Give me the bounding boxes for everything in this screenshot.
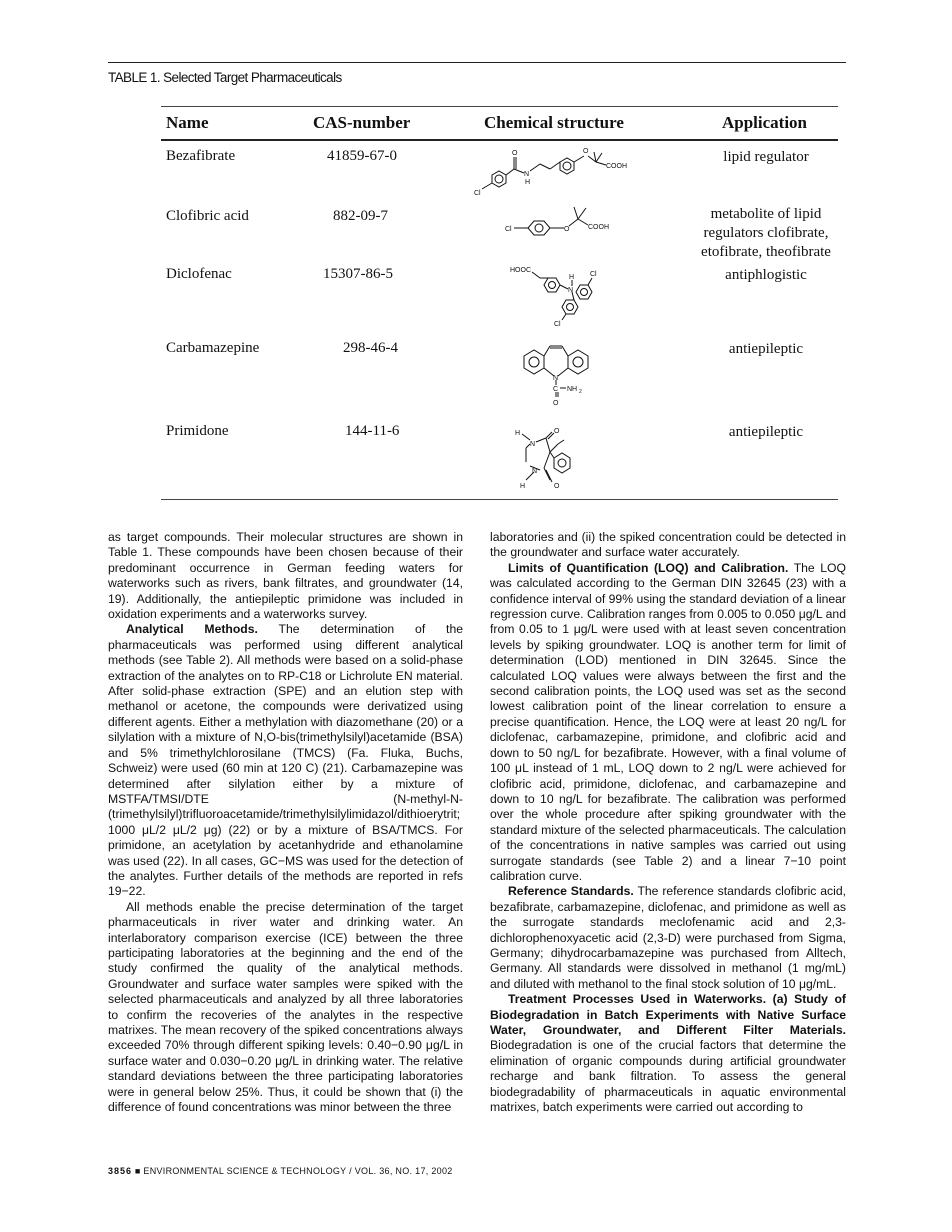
header-rule xyxy=(108,62,846,63)
atom-label: Cl xyxy=(554,321,561,328)
table-top-rule xyxy=(161,106,838,107)
atom-label: COOH xyxy=(588,224,609,231)
table-header-rule xyxy=(161,139,838,141)
row-cas-bezafibrate: 41859-67-0 xyxy=(327,148,397,164)
section-heading: Treatment Processes Used in Waterworks. (a) Study of Biodegradation in Batch Experiments with Native Surface Water, Groundwater, and Different Filter Materials. xyxy=(490,992,846,1037)
paragraph: laboratories and (ii) the spiked concentration could be detected in the groundwater and surface water accurately. xyxy=(490,530,846,560)
atom-label: Cl xyxy=(474,190,481,197)
atom-label: 2 xyxy=(579,389,582,395)
atom-label: H xyxy=(520,483,526,490)
row-cas-primidone: 144-11-6 xyxy=(345,423,400,439)
paragraph-text: The reference standards clofibric acid, bezafibrate, carbamazepine, diclofenac, and primidone as well as the surrogate standards meclofenamic acid and 2,3-dichlorophenoxyacetic acid (2,3-D) were purchased from Sigma, Germany; dihydrocarbamazepine was purchased from Alltech, Germany. All standards were dissolved in methanol (1 mg/mL) and diluted with methanol to the final stock solution of 10 μg/mL. xyxy=(490,884,846,991)
section-heading: Reference Standards. xyxy=(508,884,634,899)
row-cas-carbamazepine: 298-46-4 xyxy=(343,340,398,356)
app-line: etofibrate, theofibrate xyxy=(701,244,831,260)
section-heading: Analytical Methods. xyxy=(126,622,258,637)
header-application: Application xyxy=(722,113,808,132)
atom-label: N xyxy=(524,171,530,178)
atom-label: H xyxy=(525,179,531,186)
page-number: 3856 xyxy=(108,1166,133,1176)
atom-label: O xyxy=(512,150,518,157)
structure-carbamazepine xyxy=(468,332,648,412)
row-cas-diclofenac: 15307-86-5 xyxy=(323,266,393,282)
paragraph xyxy=(490,992,846,1115)
structure-diclofenac xyxy=(468,262,648,332)
header-structure: Chemical structure xyxy=(484,113,624,132)
app-line: regulators clofibrate, xyxy=(703,225,829,241)
atom-label: N xyxy=(530,441,536,448)
atom-label: O xyxy=(583,148,589,155)
atom-label: COOH xyxy=(606,163,627,170)
row-name-bezafibrate: Bezafibrate xyxy=(166,148,236,164)
row-app-carbamazepine xyxy=(676,340,856,359)
app-line: lipid regulator xyxy=(723,149,809,165)
app-line: antiepileptic xyxy=(728,424,804,440)
row-cas-clofibric-acid: 882-09-7 xyxy=(333,208,388,224)
row-app-clofibric-acid xyxy=(676,205,856,262)
atom-label: O xyxy=(564,226,570,233)
atom-label: O xyxy=(553,400,559,407)
atom-label: HOOC xyxy=(510,267,531,274)
paragraph: as target compounds. Their molecular structures are shown in Table 1. These compounds have been chosen because of their predominant occurrence in German feeding waters for waterworks such as rivers, bank filtrates, and groundwater (14, 19). Additionally, the antiepileptic primidone was included in oxidation experiments and a waterworks survey. xyxy=(108,530,463,622)
section-heading: Limits of Quantification (LOQ) and Calibration. xyxy=(508,560,789,575)
page-footer xyxy=(108,1166,453,1176)
header-name: Name xyxy=(166,113,209,132)
atom-label: H xyxy=(569,274,575,281)
paragraph-text: Biodegradation is one of the crucial factors that determine the elimination of organic compounds during artificial groundwater recharge and bank filtration. To assess the general biodegradability of pharmaceuticals in aquatic environmental matrixes, batch experiments were carried out according to xyxy=(490,1038,846,1115)
atom-label: C xyxy=(553,386,559,393)
paragraph xyxy=(490,561,846,885)
atom-label: N xyxy=(568,287,574,294)
paragraph xyxy=(108,622,463,899)
app-line: antiphlogistic xyxy=(725,267,807,283)
atom-label: O xyxy=(554,428,560,435)
journal-citation: ENVIRONMENTAL SCIENCE & TECHNOLOGY / VOL. 36, NO. 17, 2002 xyxy=(143,1166,453,1176)
row-name-clofibric-acid: Clofibric acid xyxy=(166,208,249,224)
row-app-diclofenac xyxy=(676,266,856,285)
paragraph-text: The LOQ was calculated according to the German DIN 32645 (23) with a confidence interval of 99% using the standard deviation of a linear regression curve. Calibration ranges from 0.005 to 0.050 μg/L and from 0.05 to 1 μg/L were used with at least seven concentration levels by spiking groundwater. LOQ is another term for limit of determination (LOD) mentioned in DIN 32645. Since the calculated LOQ values were always between the first and the second calibration points, the LOQ used was set as the second lowest calibration point of the linear correlation to ensure a precise quantification. Hence, the LOQ were at least 20 ng/L for diclofenac, carbamazepine, primidone, and clofibric acid and down to 50 ng/L for bezafibrate. However, with a final volume of 100 μL instead of 1 mL, LOQ down to 2 ng/L were achieved for clofibric acid, primidone, diclofenac, and carbamazepine and down to 10 ng/L for bezafibrate. The calibration was performed over the whole procedure after spiking groundwater with the standard mixture of the selected pharmaceuticals. The calculation of the concentrations in native samples was carried out using surrogate standards (see Table 2) and a linear 7−10 point calibration curve. xyxy=(490,560,846,883)
paragraph xyxy=(490,884,846,992)
atom-label: NH xyxy=(567,386,578,393)
paragraph-text: The determination of the pharmaceuticals was performed using different analytical methods (see Table 2). All methods were based on a solid-phase extraction of the analytes on to RP-C18 or Lichrolute EN material. After solid-phase extraction (SPE) and an elution step with methanol or acetone, the compounds were derivatized using different agents. Either a methylation with diazomethane (20) or a silylation with a mixture of N,O-bis(trimethylsilyl)acetamide (BSA) and 5% trimethylchlorosilane (TMCS) (Fa. Fluka, Buchs, Schweiz) were used (60 min at 120 C) (21). Carbamazepine was determined after silylation either by a mixture of MSTFA/TMSI/DTE (N-methyl-N-(trimethylsilyl)trifluoroacetamide/trimethylsilylimidazol/dithioerytrit; 1000 μL/2 μL/2 μg) (22) or by a mixture of BSA/TMCS. For primidone, an acetylation by acetanhydride and ethanolamine was used (22). In all cases, GC−MS was used for the detection of the analytes. Further details of the methods are reported in refs 19−22. xyxy=(108,622,463,899)
right-column xyxy=(490,530,846,1115)
row-app-primidone xyxy=(676,423,856,442)
atom-label: H xyxy=(515,430,521,437)
app-line: metabolite of lipid xyxy=(710,206,822,222)
table-bottom-rule xyxy=(161,499,838,500)
structure-clofibric-acid xyxy=(468,202,648,252)
atom-label: Cl xyxy=(590,271,597,278)
footer-separator: ■ xyxy=(134,1166,141,1176)
atom-label: Cl xyxy=(505,226,512,233)
header-cas: CAS-number xyxy=(313,113,411,132)
row-app-bezafibrate xyxy=(676,148,856,167)
row-name-primidone: Primidone xyxy=(166,423,229,439)
structure-bezafibrate xyxy=(468,142,648,198)
paragraph: All methods enable the precise determination of the target pharmaceuticals in river water and drinking water. An interlaboratory comparison exercise (ICE) between the three participating laboratories at the beginning and the end of the study confirmed the quality of the analytical methods. Groundwater and surface water samples were spiked with the selected pharmaceuticals and analyzed by all three laboratories to confirm the recoveries of the analytes in the respective matrixes. The mean recovery of the spiked concentrations always exceeded 70% through different spiking levels: 0.40−0.90 μg/L in surface water and 0.030−0.20 μg/L in drinking water. The relative standard deviations between the three participating laboratories were in general below 25%. Thus, it could be shown that (i) the difference of found concentrations was minor between the three xyxy=(108,899,463,1115)
row-name-diclofenac: Diclofenac xyxy=(166,266,232,282)
table-caption: TABLE 1. Selected Target Pharmaceuticals xyxy=(108,70,342,85)
atom-label: O xyxy=(554,483,560,490)
atom-label: N xyxy=(553,375,559,382)
structure-primidone xyxy=(468,422,648,494)
row-name-carbamazepine: Carbamazepine xyxy=(166,340,260,356)
atom-label: N xyxy=(532,468,538,475)
left-column xyxy=(108,530,463,1115)
app-line: antiepileptic xyxy=(728,341,804,357)
